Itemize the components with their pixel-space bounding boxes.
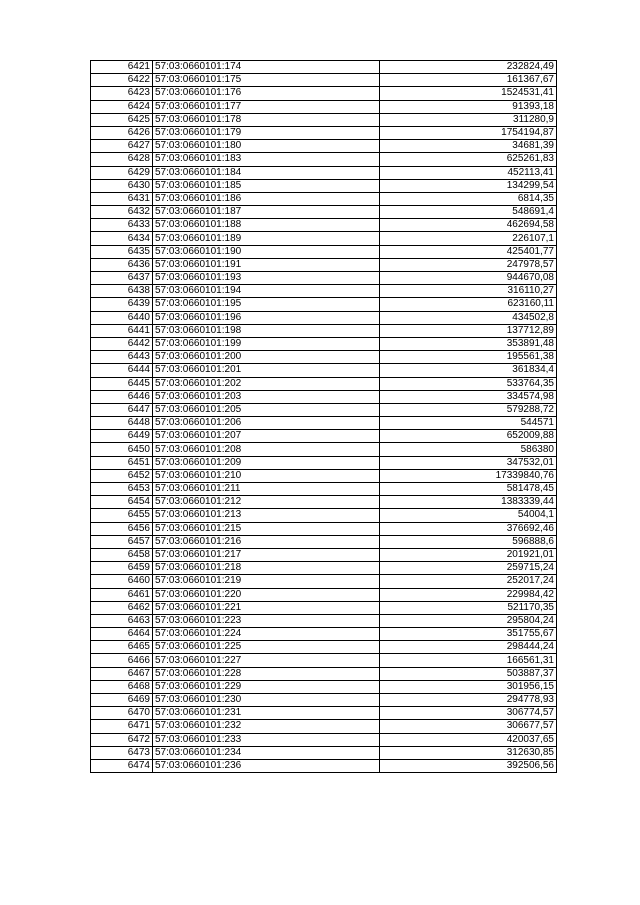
cadastral-value-cell: 306774,57 (380, 707, 557, 720)
cadastral-value-cell: 252017,24 (380, 575, 557, 588)
cadastral-value-cell: 166561,31 (380, 654, 557, 667)
cadastral-number-cell: 57:03:0660101:220 (153, 588, 380, 601)
cadastral-value-cell: 586380 (380, 443, 557, 456)
table-row (91, 258, 557, 271)
cadastral-number-cell: 57:03:0660101:184 (153, 166, 380, 179)
table-row (91, 509, 557, 522)
table-row (91, 245, 557, 258)
row-number-cell: 6458 (91, 548, 153, 561)
row-number-cell: 6450 (91, 443, 153, 456)
row-number-cell: 6469 (91, 694, 153, 707)
cadastral-number-cell: 57:03:0660101:218 (153, 562, 380, 575)
cadastral-number-cell: 57:03:0660101:230 (153, 694, 380, 707)
cadastral-value-cell: 306677,57 (380, 720, 557, 733)
table-row (91, 654, 557, 667)
cadastral-number-cell: 57:03:0660101:234 (153, 746, 380, 759)
cadastral-number-cell: 57:03:0660101:177 (153, 100, 380, 113)
cadastral-value-cell: 301956,15 (380, 680, 557, 693)
cadastral-number-cell: 57:03:0660101:185 (153, 179, 380, 192)
row-number-cell: 6464 (91, 628, 153, 641)
cadastral-number-cell: 57:03:0660101:223 (153, 614, 380, 627)
cadastral-value-cell: 232824,49 (380, 61, 557, 74)
cadastral-number-cell: 57:03:0660101:221 (153, 601, 380, 614)
cadastral-value-cell: 311280,9 (380, 113, 557, 126)
cadastral-value-cell: 161367,67 (380, 74, 557, 87)
cadastral-number-cell: 57:03:0660101:216 (153, 535, 380, 548)
cadastral-value-cell: 17339840,76 (380, 469, 557, 482)
cadastral-value-cell: 503887,37 (380, 667, 557, 680)
cadastral-value-cell: 434502,8 (380, 311, 557, 324)
table-row (91, 469, 557, 482)
cadastral-value-cell: 353891,48 (380, 337, 557, 350)
cadastral-number-cell: 57:03:0660101:195 (153, 298, 380, 311)
cadastral-number-cell: 57:03:0660101:183 (153, 153, 380, 166)
cadastral-number-cell: 57:03:0660101:187 (153, 206, 380, 219)
cadastral-value-cell: 521170,35 (380, 601, 557, 614)
row-number-cell: 6439 (91, 298, 153, 311)
row-number-cell: 6427 (91, 140, 153, 153)
cadastral-number-cell: 57:03:0660101:224 (153, 628, 380, 641)
cadastral-number-cell: 57:03:0660101:212 (153, 496, 380, 509)
cadastral-value-cell: 54004,1 (380, 509, 557, 522)
cadastral-value-cell: 259715,24 (380, 562, 557, 575)
cadastral-value-cell: 452113,41 (380, 166, 557, 179)
cadastral-number-cell: 57:03:0660101:189 (153, 232, 380, 245)
cadastral-value-cell: 596888,6 (380, 535, 557, 548)
row-number-cell: 6432 (91, 206, 153, 219)
cadastral-value-cell: 137712,89 (380, 324, 557, 337)
cadastral-number-cell: 57:03:0660101:211 (153, 483, 380, 496)
row-number-cell: 6447 (91, 403, 153, 416)
table-row (91, 377, 557, 390)
cadastral-value-cell: 1754194,87 (380, 126, 557, 139)
cadastral-number-cell: 57:03:0660101:213 (153, 509, 380, 522)
table-row (91, 588, 557, 601)
cadastral-value-cell: 201921,01 (380, 548, 557, 561)
table-row (91, 496, 557, 509)
cadastral-value-cell: 294778,93 (380, 694, 557, 707)
row-number-cell: 6451 (91, 456, 153, 469)
cadastral-number-cell: 57:03:0660101:180 (153, 140, 380, 153)
cadastral-value-cell: 91393,18 (380, 100, 557, 113)
table-row (91, 61, 557, 74)
cadastral-value-cell: 298444,24 (380, 641, 557, 654)
cadastral-number-cell: 57:03:0660101:210 (153, 469, 380, 482)
table-row (91, 720, 557, 733)
row-number-cell: 6474 (91, 759, 153, 772)
row-number-cell: 6443 (91, 351, 153, 364)
table-row (91, 153, 557, 166)
table-row (91, 430, 557, 443)
table-row (91, 192, 557, 205)
cadastral-number-cell: 57:03:0660101:188 (153, 219, 380, 232)
row-number-cell: 6467 (91, 667, 153, 680)
table-row (91, 628, 557, 641)
row-number-cell: 6444 (91, 364, 153, 377)
cadastral-value-cell: 579288,72 (380, 403, 557, 416)
table-row (91, 74, 557, 87)
table-row (91, 100, 557, 113)
table-row (91, 351, 557, 364)
cadastral-value-cell: 652009,88 (380, 430, 557, 443)
cadastral-number-cell: 57:03:0660101:229 (153, 680, 380, 693)
cadastral-number-cell: 57:03:0660101:225 (153, 641, 380, 654)
row-number-cell: 6463 (91, 614, 153, 627)
cadastral-number-cell: 57:03:0660101:176 (153, 87, 380, 100)
cadastral-value-cell: 462694,58 (380, 219, 557, 232)
table-row (91, 601, 557, 614)
cadastral-value-cell: 944670,08 (380, 272, 557, 285)
cadastral-value-cell: 1383339,44 (380, 496, 557, 509)
cadastral-number-cell: 57:03:0660101:202 (153, 377, 380, 390)
row-number-cell: 6429 (91, 166, 153, 179)
row-number-cell: 6422 (91, 74, 153, 87)
row-number-cell: 6421 (91, 61, 153, 74)
table-row (91, 483, 557, 496)
cadastral-value-cell: 134299,54 (380, 179, 557, 192)
row-number-cell: 6438 (91, 285, 153, 298)
row-number-cell: 6460 (91, 575, 153, 588)
table-row (91, 694, 557, 707)
row-number-cell: 6435 (91, 245, 153, 258)
cadastral-value-cell: 392506,56 (380, 759, 557, 772)
row-number-cell: 6457 (91, 535, 153, 548)
row-number-cell: 6454 (91, 496, 153, 509)
cadastral-value-cell: 195561,38 (380, 351, 557, 364)
row-number-cell: 6448 (91, 417, 153, 430)
cadastral-number-cell: 57:03:0660101:179 (153, 126, 380, 139)
row-number-cell: 6452 (91, 469, 153, 482)
cadastral-number-cell: 57:03:0660101:190 (153, 245, 380, 258)
row-number-cell: 6456 (91, 522, 153, 535)
cadastral-value-cell: 226107,1 (380, 232, 557, 245)
table-row (91, 548, 557, 561)
cadastral-number-cell: 57:03:0660101:207 (153, 430, 380, 443)
table-row (91, 456, 557, 469)
cadastral-number-cell: 57:03:0660101:203 (153, 390, 380, 403)
row-number-cell: 6434 (91, 232, 153, 245)
row-number-cell: 6424 (91, 100, 153, 113)
cadastral-value-cell: 247978,57 (380, 258, 557, 271)
row-number-cell: 6462 (91, 601, 153, 614)
cadastral-number-cell: 57:03:0660101:219 (153, 575, 380, 588)
row-number-cell: 6471 (91, 720, 153, 733)
cadastral-number-cell: 57:03:0660101:174 (153, 61, 380, 74)
cadastral-number-cell: 57:03:0660101:175 (153, 74, 380, 87)
cadastral-value-table (90, 60, 557, 773)
cadastral-value-cell: 347532,01 (380, 456, 557, 469)
row-number-cell: 6472 (91, 733, 153, 746)
cadastral-value-cell: 312630,85 (380, 746, 557, 759)
table-row (91, 206, 557, 219)
table-row (91, 87, 557, 100)
cadastral-value-cell: 376692,46 (380, 522, 557, 535)
cadastral-number-cell: 57:03:0660101:206 (153, 417, 380, 430)
table-row (91, 733, 557, 746)
cadastral-number-cell: 57:03:0660101:194 (153, 285, 380, 298)
cadastral-number-cell: 57:03:0660101:196 (153, 311, 380, 324)
table-body (91, 61, 557, 773)
row-number-cell: 6437 (91, 272, 153, 285)
table-row (91, 403, 557, 416)
cadastral-number-cell: 57:03:0660101:193 (153, 272, 380, 285)
table-row (91, 443, 557, 456)
table-row (91, 759, 557, 772)
cadastral-value-cell: 229984,42 (380, 588, 557, 601)
row-number-cell: 6465 (91, 641, 153, 654)
cadastral-number-cell: 57:03:0660101:186 (153, 192, 380, 205)
table-row (91, 272, 557, 285)
cadastral-number-cell: 57:03:0660101:236 (153, 759, 380, 772)
row-number-cell: 6461 (91, 588, 153, 601)
row-number-cell: 6459 (91, 562, 153, 575)
row-number-cell: 6428 (91, 153, 153, 166)
table-row (91, 680, 557, 693)
row-number-cell: 6466 (91, 654, 153, 667)
table-row (91, 417, 557, 430)
row-number-cell: 6431 (91, 192, 153, 205)
table-row (91, 140, 557, 153)
row-number-cell: 6430 (91, 179, 153, 192)
table-row (91, 746, 557, 759)
row-number-cell: 6468 (91, 680, 153, 693)
table-row (91, 575, 557, 588)
row-number-cell: 6455 (91, 509, 153, 522)
cadastral-number-cell: 57:03:0660101:233 (153, 733, 380, 746)
cadastral-value-cell: 361834,4 (380, 364, 557, 377)
table-row (91, 166, 557, 179)
row-number-cell: 6426 (91, 126, 153, 139)
table-row (91, 390, 557, 403)
table-row (91, 232, 557, 245)
cadastral-number-cell: 57:03:0660101:191 (153, 258, 380, 271)
cadastral-value-cell: 34681,39 (380, 140, 557, 153)
cadastral-number-cell: 57:03:0660101:208 (153, 443, 380, 456)
row-number-cell: 6453 (91, 483, 153, 496)
cadastral-value-cell: 334574,98 (380, 390, 557, 403)
table-row (91, 614, 557, 627)
cadastral-number-cell: 57:03:0660101:199 (153, 337, 380, 350)
cadastral-number-cell: 57:03:0660101:215 (153, 522, 380, 535)
cadastral-value-cell: 316110,27 (380, 285, 557, 298)
cadastral-value-cell: 420037,65 (380, 733, 557, 746)
row-number-cell: 6445 (91, 377, 153, 390)
table-row (91, 707, 557, 720)
table-row (91, 298, 557, 311)
cadastral-value-cell: 544571 (380, 417, 557, 430)
table-row (91, 337, 557, 350)
cadastral-number-cell: 57:03:0660101:178 (153, 113, 380, 126)
cadastral-value-cell: 533764,35 (380, 377, 557, 390)
table-row (91, 535, 557, 548)
table-row (91, 113, 557, 126)
cadastral-number-cell: 57:03:0660101:198 (153, 324, 380, 337)
cadastral-number-cell: 57:03:0660101:232 (153, 720, 380, 733)
row-number-cell: 6425 (91, 113, 153, 126)
row-number-cell: 6441 (91, 324, 153, 337)
table-row (91, 364, 557, 377)
cadastral-number-cell: 57:03:0660101:228 (153, 667, 380, 680)
table-row (91, 126, 557, 139)
cadastral-value-cell: 6814,35 (380, 192, 557, 205)
cadastral-value-cell: 548691,4 (380, 206, 557, 219)
row-number-cell: 6449 (91, 430, 153, 443)
cadastral-value-cell: 581478,45 (380, 483, 557, 496)
row-number-cell: 6423 (91, 87, 153, 100)
cadastral-number-cell: 57:03:0660101:205 (153, 403, 380, 416)
cadastral-number-cell: 57:03:0660101:201 (153, 364, 380, 377)
cadastral-value-cell: 625261,83 (380, 153, 557, 166)
row-number-cell: 6446 (91, 390, 153, 403)
row-number-cell: 6473 (91, 746, 153, 759)
row-number-cell: 6433 (91, 219, 153, 232)
row-number-cell: 6436 (91, 258, 153, 271)
table-row (91, 562, 557, 575)
row-number-cell: 6442 (91, 337, 153, 350)
cadastral-number-cell: 57:03:0660101:200 (153, 351, 380, 364)
cadastral-value-cell: 623160,11 (380, 298, 557, 311)
table-row (91, 179, 557, 192)
cadastral-value-cell: 295804,24 (380, 614, 557, 627)
cadastral-number-cell: 57:03:0660101:209 (153, 456, 380, 469)
table-row (91, 667, 557, 680)
cadastral-value-cell: 351755,67 (380, 628, 557, 641)
row-number-cell: 6440 (91, 311, 153, 324)
cadastral-number-cell: 57:03:0660101:231 (153, 707, 380, 720)
cadastral-number-cell: 57:03:0660101:217 (153, 548, 380, 561)
table-row (91, 522, 557, 535)
cadastral-value-cell: 425401,77 (380, 245, 557, 258)
table-row (91, 285, 557, 298)
cadastral-number-cell: 57:03:0660101:227 (153, 654, 380, 667)
table-row (91, 219, 557, 232)
table-row (91, 324, 557, 337)
table-row (91, 641, 557, 654)
row-number-cell: 6470 (91, 707, 153, 720)
table-row (91, 311, 557, 324)
cadastral-value-cell: 1524531,41 (380, 87, 557, 100)
